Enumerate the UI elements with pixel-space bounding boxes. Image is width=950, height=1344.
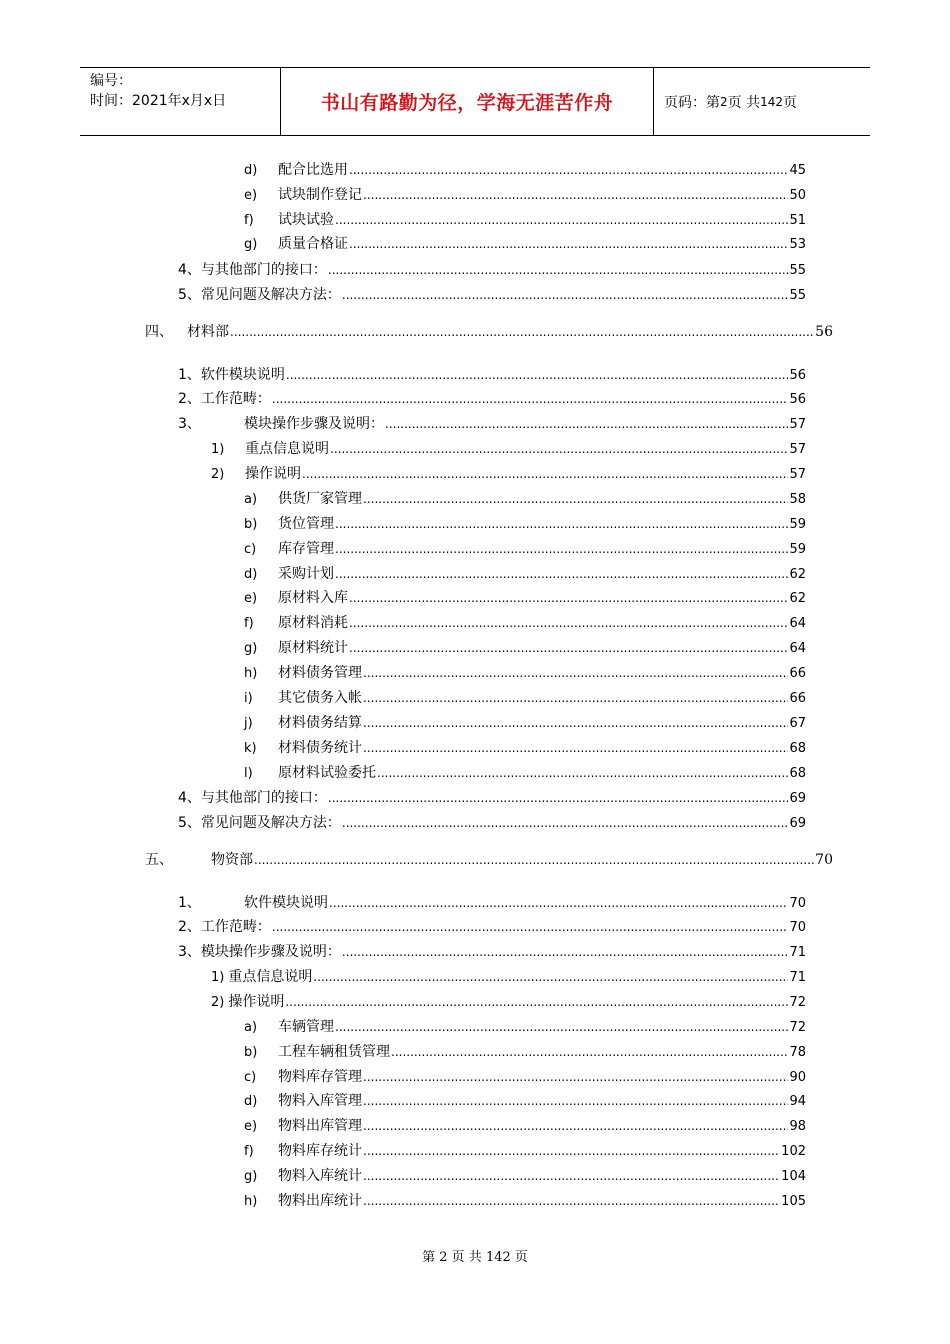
- toc-entry[interactable]: [178, 285, 806, 305]
- toc-label: 原材料消耗: [278, 615, 348, 631]
- toc-page-number: 62: [789, 591, 806, 606]
- toc-marker: e): [244, 1119, 258, 1134]
- toc-marker: i): [244, 691, 253, 706]
- toc-leader-dots: [363, 1116, 788, 1136]
- toc-entry[interactable]: [244, 1191, 806, 1211]
- toc-leader-dots: [335, 210, 788, 230]
- toc-marker: j): [244, 716, 253, 731]
- toc-entry[interactable]: [244, 613, 806, 633]
- toc-marker: a): [244, 1020, 258, 1035]
- toc-leader-dots: [349, 160, 788, 180]
- toc-label: 2、工作范畴：: [178, 391, 271, 407]
- toc-entry[interactable]: [244, 663, 806, 683]
- toc-page-number: 59: [789, 542, 806, 557]
- toc-marker: c): [244, 1070, 257, 1085]
- header-page-prefix: 页码：第: [664, 94, 720, 111]
- toc-page-number: 66: [789, 691, 806, 706]
- toc-page-number: 72: [789, 995, 806, 1010]
- toc-marker: 四、: [145, 324, 173, 340]
- toc-label: 原材料统计: [278, 640, 348, 656]
- toc-label: 5、常见问题及解决方法：: [178, 815, 341, 831]
- toc-page-number: 104: [781, 1169, 806, 1184]
- toc-entry[interactable]: [244, 1141, 806, 1161]
- toc-marker: e): [244, 591, 258, 606]
- toc-label: 材料债务统计: [278, 740, 362, 756]
- toc-label: 软件模块说明: [244, 895, 328, 911]
- toc-label: 物资部: [211, 852, 253, 868]
- toc-page-number: 72: [789, 1020, 806, 1035]
- toc-marker: f): [244, 616, 254, 631]
- toc-page-number: 71: [789, 945, 806, 960]
- toc-leader-dots: [363, 663, 788, 683]
- toc-leader-dots: [342, 942, 789, 962]
- toc-entry[interactable]: [178, 389, 806, 409]
- toc-page-number: 94: [789, 1094, 806, 1109]
- toc-marker: k): [244, 741, 257, 756]
- toc-page-number: 68: [789, 766, 806, 781]
- toc-label: 物料入库统计: [278, 1168, 362, 1184]
- toc-chapter-entry[interactable]: [145, 850, 833, 870]
- toc-label: 物料入库管理: [278, 1093, 362, 1109]
- toc-marker: c): [244, 542, 257, 557]
- toc-label: 物料出库统计: [278, 1193, 362, 1209]
- toc-page-number: 62: [789, 567, 806, 582]
- toc-page-number: 90: [789, 1070, 806, 1085]
- toc-leader-dots: [363, 185, 788, 205]
- toc-entry[interactable]: [244, 1091, 806, 1111]
- toc-page-number: 71: [789, 970, 806, 985]
- toc-label: 试块试验: [278, 212, 334, 228]
- toc-label: 4、与其他部门的接口：: [178, 262, 327, 278]
- toc-leader-dots: [349, 638, 788, 658]
- toc-leader-dots: [329, 893, 788, 913]
- toc-leader-dots: [363, 1191, 780, 1211]
- toc-leader-dots: [330, 439, 788, 459]
- toc-marker: 五、: [145, 852, 173, 868]
- toc-entry[interactable]: [244, 234, 806, 254]
- toc-label: 4、与其他部门的接口：: [178, 790, 327, 806]
- toc-marker: 2): [211, 995, 225, 1010]
- toc-page-number: 55: [789, 288, 806, 303]
- toc-label: 其它债务入帐: [278, 690, 362, 706]
- toc-page-number: 70: [789, 896, 806, 911]
- toc-marker: e): [244, 188, 258, 203]
- toc-leader-dots: [385, 414, 788, 434]
- toc-marker: 3、: [178, 416, 201, 432]
- toc-label: 物料库存统计: [278, 1143, 362, 1159]
- toc-page-number: 58: [789, 492, 806, 507]
- toc-page-number: 69: [789, 791, 806, 806]
- footer-suffix: 页: [514, 1250, 528, 1265]
- toc-label: 试块制作登记: [278, 187, 362, 203]
- toc-page-number: 53: [789, 237, 806, 252]
- toc-marker: f): [244, 1144, 254, 1159]
- toc-label: 材料债务结算: [278, 715, 362, 731]
- toc-page-number: 57: [789, 417, 806, 432]
- toc-entry[interactable]: [244, 514, 806, 534]
- header-page-current: 2: [720, 94, 728, 109]
- toc-page-number: 57: [789, 467, 806, 482]
- toc-label: 1、软件模块说明: [178, 367, 285, 383]
- toc-label: 工程车辆租赁管理: [278, 1044, 390, 1060]
- toc-label: 物料出库管理: [278, 1118, 362, 1134]
- toc-label: 重点信息说明: [228, 969, 313, 985]
- toc-entry[interactable]: [244, 1116, 806, 1136]
- toc-entry[interactable]: [178, 260, 806, 280]
- toc-label: 材料债务管理: [278, 665, 362, 681]
- header-page-info: [654, 68, 870, 135]
- toc-page-number: 105: [781, 1194, 806, 1209]
- toc-page-number: 55: [789, 263, 806, 278]
- toc-label: 原材料入库: [278, 590, 348, 606]
- toc-leader-dots: [363, 1067, 788, 1087]
- toc-label: 原材料试验委托: [278, 765, 376, 781]
- toc-marker: 2): [211, 467, 225, 482]
- toc-leader-dots: [272, 917, 789, 937]
- toc-page-number: 102: [781, 1144, 806, 1159]
- toc-label: 5、常见问题及解决方法：: [178, 287, 341, 303]
- toc-leader-dots: [335, 539, 788, 559]
- toc-label: 2、工作范畴：: [178, 919, 271, 935]
- toc-entry[interactable]: [244, 210, 806, 230]
- toc-leader-dots: [335, 514, 788, 534]
- toc-page-number: 67: [789, 716, 806, 731]
- footer-total-pages: 142: [485, 1250, 511, 1265]
- toc-leader-dots: [363, 688, 788, 708]
- toc-marker: h): [244, 666, 258, 681]
- toc-entry[interactable]: [244, 489, 806, 509]
- toc-page-number: 78: [789, 1045, 806, 1060]
- toc-chapter-entry[interactable]: [145, 322, 833, 342]
- toc-leader-dots: [328, 260, 789, 280]
- toc-page-number: 57: [789, 442, 806, 457]
- toc-entry[interactable]: [211, 464, 806, 484]
- toc-entry[interactable]: [178, 917, 806, 937]
- toc-label: 操作说明: [228, 994, 285, 1010]
- toc-leader-dots: [363, 738, 788, 758]
- toc-leader-dots: [377, 763, 788, 783]
- toc-page-number: 45: [789, 163, 806, 178]
- header-meta-cell: [80, 68, 281, 135]
- toc-entry[interactable]: [178, 813, 806, 833]
- toc-label: 模块操作步骤及说明：: [244, 416, 384, 432]
- toc-entry[interactable]: [244, 763, 806, 783]
- toc-leader-dots: [349, 613, 788, 633]
- toc-entry[interactable]: [244, 1042, 806, 1062]
- toc-entry[interactable]: [178, 414, 806, 434]
- toc-entry[interactable]: [244, 1166, 806, 1186]
- toc-entry[interactable]: [244, 1017, 806, 1037]
- toc-entry[interactable]: [178, 942, 806, 962]
- header-page-mid: 页 共: [727, 94, 761, 111]
- toc-label: 配合比选用: [278, 162, 348, 178]
- header-motto: 书山有路勤为径，学海无涯苦作舟: [281, 68, 654, 135]
- toc-label: 重点信息说明: [245, 441, 329, 457]
- toc-marker: d): [244, 163, 258, 178]
- toc-entry[interactable]: [244, 638, 806, 658]
- toc-entry[interactable]: [244, 688, 806, 708]
- toc-leader-dots: [349, 234, 788, 254]
- toc-label: 供货厂家管理: [278, 491, 362, 507]
- toc-page-number: 69: [789, 816, 806, 831]
- toc-label: 操作说明: [245, 466, 301, 482]
- toc-entry[interactable]: [244, 564, 806, 584]
- footer-current-page: 2: [439, 1250, 448, 1265]
- toc-page-number: 70: [815, 852, 833, 868]
- footer-mid: 页 共: [451, 1250, 482, 1265]
- toc-leader-dots: [285, 992, 788, 1012]
- toc-entry[interactable]: [244, 738, 806, 758]
- toc-entry[interactable]: [211, 967, 806, 987]
- toc-leader-dots: [272, 389, 789, 409]
- toc-leader-dots: [342, 813, 789, 833]
- toc-label: 3、模块操作步骤及说明：: [178, 944, 341, 960]
- toc-marker: l): [244, 766, 253, 781]
- toc-marker: 1): [211, 442, 225, 457]
- toc-page-number: 64: [789, 641, 806, 656]
- toc-leader-dots: [254, 850, 814, 870]
- toc-leader-dots: [313, 967, 788, 987]
- toc-leader-dots: [328, 788, 789, 808]
- toc-entry[interactable]: [244, 185, 806, 205]
- toc-entry[interactable]: [178, 788, 806, 808]
- footer-prefix: 第: [422, 1250, 436, 1265]
- toc-page-number: 56: [789, 392, 806, 407]
- toc-marker: 1、: [178, 895, 201, 911]
- toc-leader-dots: [349, 588, 788, 608]
- toc-page-number: 56: [815, 324, 833, 340]
- toc-leader-dots: [230, 322, 814, 342]
- toc-leader-dots: [363, 713, 788, 733]
- toc-label: 库存管理: [278, 541, 334, 557]
- toc-leader-dots: [363, 1166, 780, 1186]
- toc-entry[interactable]: [244, 160, 806, 180]
- toc-page-number: 68: [789, 741, 806, 756]
- toc-page-number: 50: [789, 188, 806, 203]
- toc-entry[interactable]: [244, 713, 806, 733]
- toc-label: 采购计划: [278, 566, 334, 582]
- toc-marker: d): [244, 567, 258, 582]
- toc-leader-dots: [363, 1141, 780, 1161]
- toc-leader-dots: [286, 365, 789, 385]
- toc-marker: b): [244, 1045, 258, 1060]
- toc-entry[interactable]: [211, 439, 806, 459]
- toc-marker: h): [244, 1194, 258, 1209]
- date-label: 时间：2021年x月x日: [90, 93, 227, 109]
- toc-leader-dots: [335, 564, 788, 584]
- toc-page-number: 51: [789, 213, 806, 228]
- toc-marker: a): [244, 492, 258, 507]
- toc-label: 质量合格证: [278, 236, 348, 252]
- serial-number-label: 编号：: [90, 73, 132, 89]
- toc-page-number: 64: [789, 616, 806, 631]
- page-header: [80, 67, 870, 136]
- toc-leader-dots: [363, 1091, 788, 1111]
- toc-marker: g): [244, 237, 258, 252]
- toc-label: 货位管理: [278, 516, 334, 532]
- toc-marker: b): [244, 517, 258, 532]
- toc-entry[interactable]: [211, 992, 806, 1012]
- toc-entry[interactable]: [244, 588, 806, 608]
- toc-entry[interactable]: [244, 539, 806, 559]
- toc-entry[interactable]: [178, 365, 806, 385]
- toc-marker: g): [244, 641, 258, 656]
- toc-page-number: 56: [789, 368, 806, 383]
- toc-marker: f): [244, 213, 254, 228]
- toc-leader-dots: [363, 489, 788, 509]
- toc-page-number: 70: [789, 920, 806, 935]
- page-footer: [0, 1246, 950, 1265]
- toc-entry[interactable]: [244, 1067, 806, 1087]
- toc-leader-dots: [342, 285, 789, 305]
- toc-label: 材料部: [187, 324, 229, 340]
- header-page-suffix: 页: [783, 94, 797, 111]
- toc-entry[interactable]: [178, 893, 806, 913]
- toc-marker: 1): [211, 970, 225, 985]
- toc-page-number: 59: [789, 517, 806, 532]
- toc-marker: d): [244, 1094, 258, 1109]
- toc-label: 车辆管理: [278, 1019, 334, 1035]
- toc-page-number: 66: [789, 666, 806, 681]
- header-page-total: 142: [760, 94, 783, 109]
- toc-leader-dots: [335, 1017, 788, 1037]
- toc-leader-dots: [302, 464, 788, 484]
- toc-page-number: 98: [789, 1119, 806, 1134]
- toc-leader-dots: [391, 1042, 788, 1062]
- toc-label: 物料库存管理: [278, 1069, 362, 1085]
- toc-marker: g): [244, 1169, 258, 1184]
